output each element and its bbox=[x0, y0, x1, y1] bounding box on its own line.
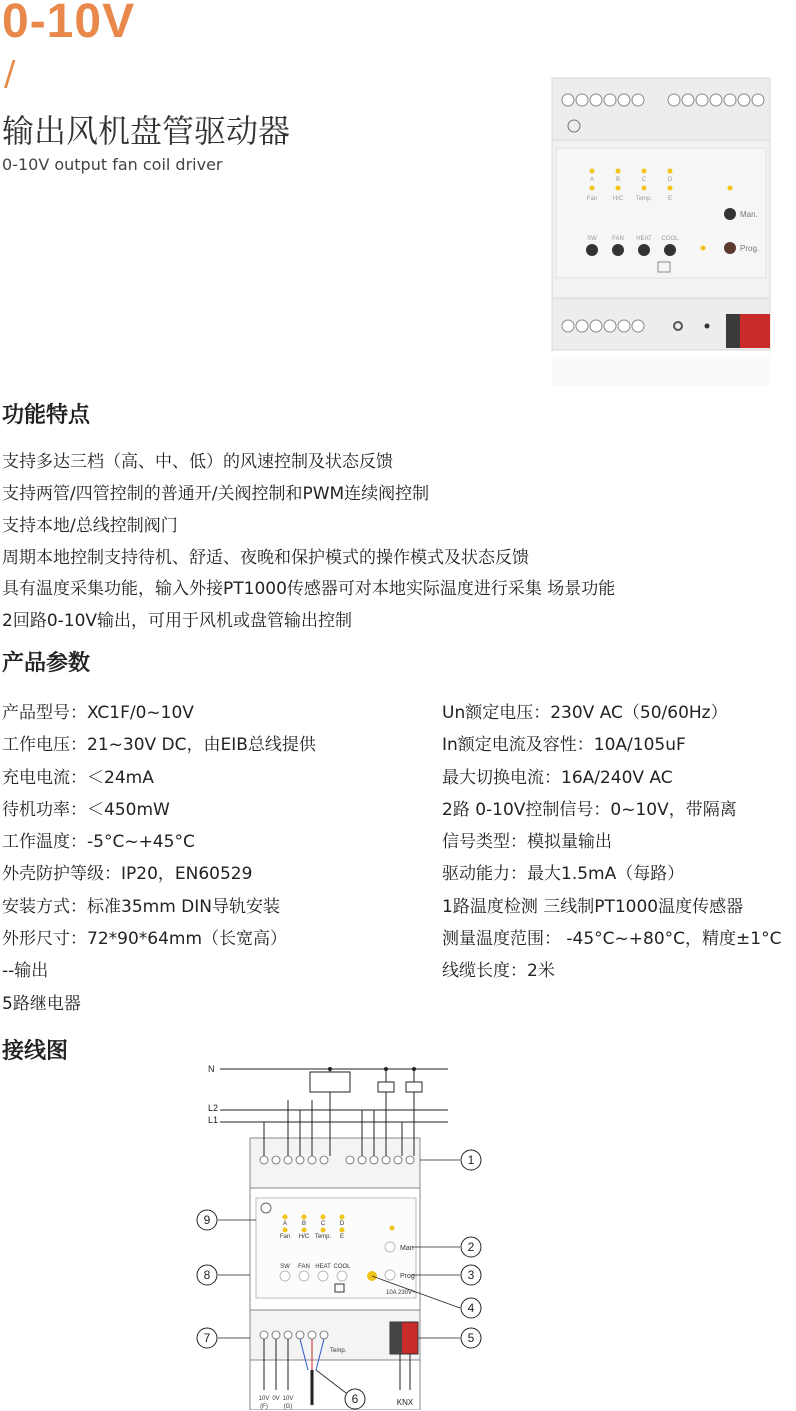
features-heading: 功能特点 bbox=[2, 403, 91, 428]
product-btn-cool-label: COOL bbox=[661, 236, 679, 242]
product-btn-heat-label: HEAT bbox=[636, 236, 652, 242]
product-led-fan: Fan bbox=[586, 196, 598, 202]
terminal-f-sub: (F) bbox=[260, 1404, 268, 1410]
product-prog-label: Prog. bbox=[740, 244, 760, 253]
btn-sw-label: SW bbox=[280, 1264, 290, 1270]
callout-7: 7 bbox=[203, 1331, 211, 1345]
feature-item: 支持两管/四管控制的普通开/关阀控制和PWM连续阀控制 bbox=[2, 484, 430, 504]
product-title-en: 0-10V output fan coil driver bbox=[2, 155, 223, 174]
fan-motor-icon bbox=[310, 1072, 350, 1092]
param-right: 最大切换电流：16A/240V AC bbox=[442, 768, 673, 788]
product-btn-sw-label: SW bbox=[587, 236, 597, 242]
param-right: 1路温度检测 三线制PT1000温度传感器 bbox=[442, 897, 744, 917]
product-led-d: D bbox=[667, 177, 673, 183]
title-slash: / bbox=[4, 54, 16, 94]
param-left: 待机功率：＜450mW bbox=[2, 800, 170, 820]
feature-item: 具有温度采集功能，输入外接PT1000传感器可对本地实际温度进行采集 场景功能 bbox=[2, 579, 616, 599]
param-left: 外壳防护等级：IP20，EN60529 bbox=[2, 864, 253, 884]
param-right: Un额定电压：230V AC（50/60Hz） bbox=[442, 703, 728, 723]
terminal-g-sub: (G) bbox=[283, 1404, 293, 1410]
product-led-b: B bbox=[615, 177, 621, 183]
line-n-label: N bbox=[208, 1064, 215, 1074]
wiring-diagram bbox=[190, 1060, 510, 1410]
feature-item: 周期本地控制支持待机、舒适、夜晚和保护模式的操作模式及状态反馈 bbox=[2, 548, 529, 568]
param-right: 测量温度范围： -45°C~+80°C，精度±1°C bbox=[442, 929, 782, 949]
product-title-cn: 输出风机盘管驱动器 bbox=[2, 112, 291, 150]
led-fan-label: Fan bbox=[279, 1234, 291, 1240]
param-right: 线缆长度：2米 bbox=[442, 961, 555, 981]
btn-fan-label: FAN bbox=[298, 1264, 310, 1270]
valve-icon bbox=[406, 1082, 422, 1092]
terminal-10v-f: 10V bbox=[258, 1396, 270, 1402]
param-left: 安装方式：标准35mm DIN导轨安装 bbox=[2, 897, 280, 917]
led-b-label: B bbox=[301, 1221, 307, 1227]
callout-6: 6 bbox=[351, 1392, 359, 1406]
rating-label: 10A 230V~ bbox=[386, 1290, 416, 1296]
param-left: 工作电压：21~30V DC，由EIB总线提供 bbox=[2, 735, 316, 755]
feature-item: 支持本地/总线控制阀门 bbox=[2, 516, 178, 536]
callout-3: 3 bbox=[467, 1268, 475, 1282]
product-prog-button bbox=[724, 242, 736, 254]
led-c-label: C bbox=[320, 1221, 326, 1227]
prog-label: Prog bbox=[400, 1273, 415, 1280]
led-e-label: E bbox=[339, 1234, 345, 1240]
feature-item: 支持多达三档（高、中、低）的风速控制及状态反馈 bbox=[2, 452, 393, 472]
params-heading: 产品参数 bbox=[2, 651, 91, 676]
param-right: 驱动能力：最大1.5mA（每路） bbox=[442, 864, 685, 884]
valve-icon bbox=[378, 1082, 394, 1092]
product-led-temp: Temp. bbox=[635, 196, 653, 202]
product-led-c: C bbox=[641, 177, 647, 183]
btn-heat-label: HEAT bbox=[315, 1264, 331, 1270]
wiring-heading: 接线图 bbox=[2, 1039, 69, 1064]
knx-label: KNX bbox=[396, 1398, 414, 1407]
product-man-label: Man. bbox=[740, 210, 758, 219]
callout-2: 2 bbox=[467, 1240, 475, 1254]
product-image bbox=[550, 76, 772, 392]
product-man-button bbox=[724, 208, 736, 220]
led-hc-label: H/C bbox=[298, 1234, 310, 1240]
terminal-10v-g: 10V bbox=[282, 1396, 294, 1402]
param-left: 产品型号：XC1F/0~10V bbox=[2, 703, 194, 723]
callout-8: 8 bbox=[203, 1268, 211, 1282]
param-right: 信号类型：模拟量输出 bbox=[442, 832, 612, 852]
line-l2-label: L2 bbox=[208, 1103, 219, 1113]
param-left: 充电电流：＜24mA bbox=[2, 768, 154, 788]
param-right: In额定电流及容性：10A/105uF bbox=[442, 735, 686, 755]
feature-item: 2回路0-10V输出，可用于风机或盘管输出控制 bbox=[2, 611, 353, 631]
led-d-label: D bbox=[339, 1221, 345, 1227]
callout-1: 1 bbox=[467, 1153, 475, 1167]
callout-5: 5 bbox=[467, 1331, 475, 1345]
product-led-e: E bbox=[667, 196, 673, 202]
btn-cool-label: COOL bbox=[333, 1264, 351, 1270]
man-label: Man bbox=[400, 1245, 414, 1252]
model-title: 0-10V bbox=[2, 0, 136, 48]
temp-label: Temp. bbox=[330, 1348, 347, 1354]
callout-4: 4 bbox=[467, 1301, 475, 1315]
led-a-label: A bbox=[282, 1221, 288, 1227]
param-left: 5路继电器 bbox=[2, 994, 81, 1014]
product-led-a: A bbox=[589, 177, 595, 183]
param-left: --输出 bbox=[2, 961, 49, 981]
param-right: 2路 0-10V控制信号：0~10V，带隔离 bbox=[442, 800, 737, 820]
product-btn-fan-label: FAN bbox=[612, 236, 624, 242]
callout-9: 9 bbox=[203, 1213, 211, 1227]
param-left: 工作温度：-5°C~+45°C bbox=[2, 832, 195, 852]
product-led-hc: H/C bbox=[612, 196, 624, 202]
led-temp-label: Temp. bbox=[314, 1234, 332, 1240]
terminal-0v: 0V bbox=[272, 1396, 280, 1402]
line-l1-label: L1 bbox=[208, 1115, 219, 1125]
param-left: 外形尺寸：72*90*64mm（长宽高） bbox=[2, 929, 288, 949]
